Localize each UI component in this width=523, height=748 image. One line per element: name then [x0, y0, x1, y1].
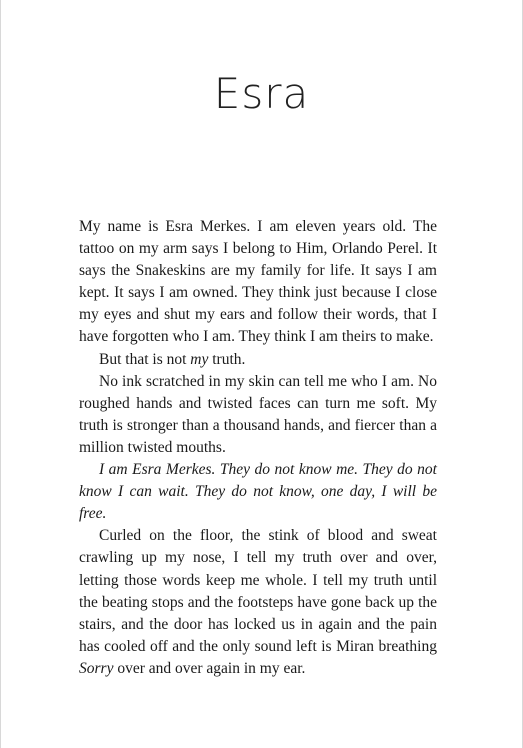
- paragraph-text: over and over again in my ear.: [113, 659, 306, 677]
- emphasis-text: Sorry: [79, 659, 114, 677]
- paragraph-text: I am Esra Merkes. They do not know me. They do not know I can wait. They do not know, one day, I will be free.: [79, 461, 437, 523]
- paragraph-text: But that is not: [99, 350, 191, 368]
- paragraph-text: truth.: [208, 350, 246, 368]
- emphasis-text: my: [190, 350, 209, 368]
- paragraph-text: My name is Esra Merkes. I am eleven years old. The tattoo on my arm says I belong to Him, Orlando Perel. It says the Snakeskins are my family for life. It says I am kept. It says I am owned. They think just because I close my eyes and shut my ears and follow their words, that I have forgotten who I am. They think I am theirs to make.: [79, 218, 437, 346]
- chapter-title: Esra: [213, 69, 310, 118]
- paragraph-4-italic: [79, 459, 437, 525]
- paragraph-2: [79, 349, 437, 371]
- chapter-body[interactable]: [79, 216, 437, 680]
- paragraph-text: No ink scratched in my skin can tell me who I am. No roughed hands and twisted faces can turn me soft. My truth is stronger than a thousand hands, and fiercer than a million twisted mouths.: [79, 372, 437, 456]
- paragraph-1: [79, 216, 437, 349]
- paragraph-3: [79, 371, 437, 459]
- paragraph-text: Curled on the floor, the stink of blood and sweat crawling up my nose, I tell my truth over and over, letting those words keep me whole. I tell my truth until the beating stops and the footsteps have gone back up the stairs, and the door has locked us in again and the pain has cooled off and the only sound left is Miran breathing: [79, 527, 437, 655]
- paragraph-5: [79, 525, 437, 680]
